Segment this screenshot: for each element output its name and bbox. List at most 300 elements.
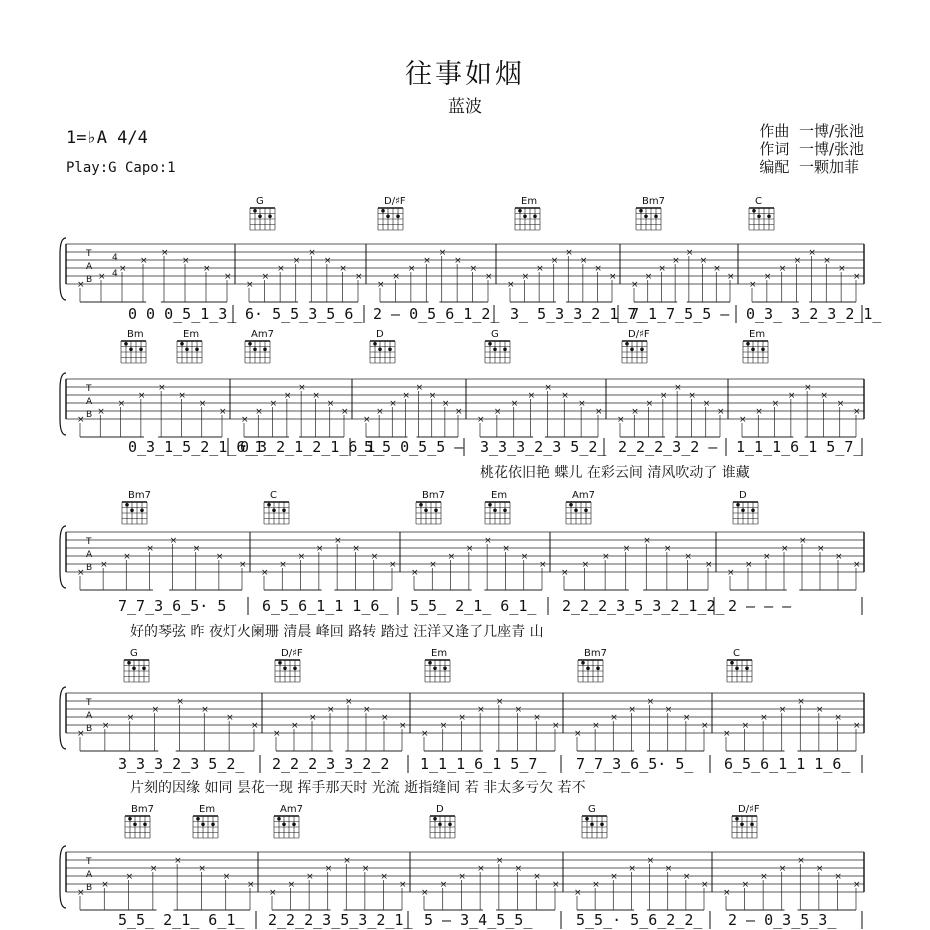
tab-note: × <box>787 391 796 401</box>
chord-finger-dot <box>590 823 594 827</box>
chord-finger-dot <box>654 215 658 219</box>
tab-note: × <box>493 407 502 417</box>
tab-note: × <box>659 391 668 401</box>
tab-note: × <box>853 407 861 417</box>
tab-note: × <box>817 544 825 554</box>
tab-note: × <box>377 280 385 290</box>
tab-note: × <box>778 705 787 715</box>
notation-measure: 1̲1̲1̲6̲1 5̲7̲ <box>420 755 547 773</box>
notation-measure: 5 – 3̲4̲5̲5̲ <box>424 911 533 929</box>
arranger-credit: 编配 一颗加菲 <box>759 158 859 176</box>
chord-finger-dot <box>581 661 585 665</box>
chord-name: Am7 <box>572 490 595 501</box>
tab-note: × <box>723 888 731 898</box>
notation-measure: 5̲5̲0̲5̲5 – <box>364 438 464 456</box>
chord-finger-dot <box>757 215 761 219</box>
chord-finger-dot <box>180 342 184 346</box>
tab-note: × <box>98 272 106 282</box>
chord-name: Bm7 <box>642 196 665 207</box>
chord-finger-dot <box>493 509 497 513</box>
tab-note: × <box>455 407 463 417</box>
tab-note: × <box>458 872 466 882</box>
chord-finger-dot <box>258 215 262 219</box>
notation-measure: 5̲5̲ 2̲1̲ 6̲1̲ <box>410 597 537 615</box>
tab-note: × <box>454 256 462 266</box>
chord-finger-dot <box>277 817 281 821</box>
tab-note: × <box>552 880 560 890</box>
tab-note: × <box>702 399 711 409</box>
tab-note: × <box>239 560 247 570</box>
chord-finger-dot <box>195 348 199 352</box>
tab-note: × <box>447 552 456 562</box>
tab-note: × <box>458 713 466 723</box>
tab-note: × <box>334 536 342 546</box>
tab-note: × <box>77 280 85 290</box>
tab-note: × <box>527 391 536 401</box>
chord-finger-dot <box>282 509 286 513</box>
tab-note: × <box>428 391 437 401</box>
tab-note: × <box>149 864 158 874</box>
tab-note: × <box>578 399 586 409</box>
chord-finger-dot <box>448 823 452 827</box>
tab-note: × <box>682 713 691 723</box>
chord-finger-dot <box>253 348 257 352</box>
tab-note: × <box>339 264 347 274</box>
tab-note: × <box>853 272 861 282</box>
tab-note: × <box>561 391 569 401</box>
chord-finger-dot <box>493 348 497 352</box>
chord-finger-dot <box>283 667 287 671</box>
tab-note: × <box>495 697 504 707</box>
tab-note: × <box>241 415 249 425</box>
notation-measure: 1̲1̲1̲6̲1 5̲7̲ <box>736 438 863 456</box>
tab-note: × <box>279 560 287 570</box>
tab-note: × <box>291 721 299 731</box>
chord-name: D/♯F <box>738 804 760 815</box>
chord-name: C <box>733 648 740 659</box>
tab-note: × <box>326 399 335 409</box>
tab-note: × <box>808 248 816 258</box>
tab-note: × <box>602 552 610 562</box>
chord-finger-dot <box>143 823 147 827</box>
chord-finger-dot <box>248 342 252 346</box>
tab-note: × <box>182 256 190 266</box>
chord-finger-dot <box>196 817 200 821</box>
chord-name: G <box>130 648 138 659</box>
tab-note: × <box>297 552 306 562</box>
tab-note: × <box>507 280 515 290</box>
chord-name: Em <box>749 329 766 340</box>
tab-note: × <box>533 713 541 723</box>
tab-note: × <box>324 864 333 874</box>
chord-name: Em <box>491 490 508 501</box>
tab-note: × <box>755 407 763 417</box>
tab-note: × <box>308 248 316 258</box>
tab-note: × <box>820 391 828 401</box>
chord-finger-dot <box>139 348 143 352</box>
tab-note: × <box>146 544 154 554</box>
tab-note: × <box>565 248 573 258</box>
chord-finger-dot <box>142 667 146 671</box>
lyricist-credit: 作词 一博/张池 <box>759 140 864 158</box>
tab-note: × <box>610 713 618 723</box>
tab-note: × <box>688 391 696 401</box>
chord-finger-dot <box>750 823 754 827</box>
chord-finger-dot <box>128 817 132 821</box>
tab-note: × <box>327 705 335 715</box>
tab-note: × <box>247 880 255 890</box>
chord-finger-dot <box>741 509 745 513</box>
tab-note: × <box>469 264 478 274</box>
tab-note: × <box>407 264 416 274</box>
tab-note: × <box>552 721 560 731</box>
tab-note: × <box>778 264 787 274</box>
tab-note: × <box>574 888 582 898</box>
tab-note: × <box>646 856 655 866</box>
tab-note: × <box>760 872 768 882</box>
chord-finger-dot <box>518 209 522 213</box>
chord-finger-dot <box>639 209 643 213</box>
play-capo-info: Play:G Capo:1 <box>66 160 176 176</box>
tab-note: × <box>631 407 639 417</box>
tab-note: × <box>763 272 772 282</box>
tab-note: × <box>701 880 709 890</box>
lyrics-line: 桃花依旧艳 蝶儿 在彩云间 清风吹动了 谁藏 <box>480 465 750 481</box>
chord-finger-dot <box>267 503 271 507</box>
notation-measure: 0 0 0̲5̲1̲3̲ <box>128 305 237 323</box>
chord-finger-dot <box>600 823 604 827</box>
lyrics-line: 片刻的因缘 如同 昙花一现 挥手那天时 光流 逝指缝间 若 非太多亏欠 若不 <box>130 780 586 796</box>
tab-note: × <box>117 399 126 409</box>
tab-note: × <box>77 888 85 898</box>
chord-name: Am7 <box>280 804 303 815</box>
chord-finger-dot <box>761 348 765 352</box>
tab-clef-letter: B <box>86 883 93 893</box>
chord-finger-dot <box>132 667 136 671</box>
tab-note: × <box>723 729 731 739</box>
chord-finger-dot <box>124 342 128 346</box>
chord-finger-dot <box>745 667 749 671</box>
notation-measure: 6· 5̲5̲3̲5̲6̲ <box>245 305 363 323</box>
tab-note: × <box>645 399 654 409</box>
tab-note: × <box>100 560 108 570</box>
notation-measure: 7̲1̲7̲5̲5 – <box>630 305 730 323</box>
tab-note: × <box>269 399 278 409</box>
notation-measure: 2 – 0̲5̲6̲1̲2̲ <box>373 305 500 323</box>
chord-finger-dot <box>378 348 382 352</box>
tab-note: × <box>402 391 410 401</box>
chord-finger-dot <box>746 342 750 346</box>
chord-finger-dot <box>125 503 129 507</box>
tab-note: × <box>477 415 485 425</box>
notation-measure: 5̲5̲ 2̲1̲ 6̲1̲ <box>118 911 245 929</box>
notation-measure: 2 – 0̲3̲5̲3̲ <box>728 911 837 929</box>
chord-finger-dot <box>735 817 739 821</box>
tab-note: × <box>361 864 370 874</box>
chord-finger-dot <box>443 667 447 671</box>
tab-note: × <box>273 729 281 739</box>
chord-name: D/♯F <box>628 329 650 340</box>
tab-note: × <box>727 568 735 578</box>
tab-note: × <box>370 552 379 562</box>
chord-finger-dot <box>201 823 205 827</box>
chord-finger-dot <box>596 667 600 671</box>
tab-note: × <box>203 264 211 274</box>
notation-measure: 2̲2̲2̲3̲5̲3̲2̲1̲ <box>268 911 413 929</box>
tab-note: × <box>140 256 148 266</box>
chord-finger-dot <box>503 348 507 352</box>
tab-note: × <box>838 264 846 274</box>
tab-note: × <box>439 721 448 731</box>
tab-note: × <box>97 407 105 417</box>
tab-note: × <box>771 399 780 409</box>
tab-note: × <box>741 880 750 890</box>
notation-measure: 2̲2̲2̲3̲3̲2̲2 <box>272 755 390 773</box>
tab-note: × <box>439 880 448 890</box>
tab-note: × <box>178 391 186 401</box>
chord-name: D/♯F <box>384 196 406 207</box>
system-bracket <box>60 373 66 435</box>
chord-finger-dot <box>140 509 144 513</box>
tab-note: × <box>101 721 110 731</box>
tab-note: × <box>415 383 424 393</box>
chord-finger-dot <box>584 509 588 513</box>
chord-finger-dot <box>488 342 492 346</box>
chord-finger-dot <box>293 667 297 671</box>
chord-finger-dot <box>533 215 537 219</box>
tab-note: × <box>595 407 603 417</box>
tab-note: × <box>853 560 861 570</box>
tab-note: × <box>628 705 636 715</box>
tab-note: × <box>399 880 407 890</box>
system-bracket <box>60 526 66 588</box>
tab-note: × <box>77 415 85 425</box>
tab-note: × <box>219 407 227 417</box>
notation-measure: 0̲3̲1̲5̲2̲1̲6̲1̲ <box>128 438 273 456</box>
tab-note: × <box>727 272 735 282</box>
tab-note: × <box>174 856 182 866</box>
tab-note: × <box>411 568 419 578</box>
tab-note: × <box>283 391 292 401</box>
chord-finger-dot <box>253 209 257 213</box>
tab-note: × <box>609 272 617 282</box>
tab-clef-letter: B <box>86 563 93 573</box>
notation-measure: 2̲2̲2̲3̲2 – <box>618 438 718 456</box>
tab-note: × <box>763 552 771 562</box>
chord-finger-dot <box>373 342 377 346</box>
chord-finger-dot <box>640 348 644 352</box>
tab-note: × <box>793 256 802 266</box>
chord-name: Em <box>183 329 200 340</box>
chord-name: D <box>436 804 444 815</box>
tab-note: × <box>261 272 270 282</box>
chord-finger-dot <box>268 215 272 219</box>
chord-finger-dot <box>129 348 133 352</box>
tab-note: × <box>315 544 324 554</box>
tab-note: × <box>192 544 201 554</box>
tab-note: × <box>685 248 694 258</box>
chord-finger-dot <box>644 215 648 219</box>
chord-finger-dot <box>736 503 740 507</box>
system-bracket <box>60 687 66 749</box>
tab-note: × <box>198 864 206 874</box>
tab-note: × <box>312 391 320 401</box>
tab-note: × <box>323 256 332 266</box>
tab-note: × <box>169 536 178 546</box>
tab-note: × <box>717 407 725 417</box>
tab-clef-letter: A <box>86 870 93 880</box>
tab-clef-letter: T <box>86 698 92 708</box>
tab-note: × <box>309 713 317 723</box>
tab-note: × <box>760 713 768 723</box>
tab-note: × <box>226 713 234 723</box>
tab-note: × <box>823 256 831 266</box>
chord-name: Bm7 <box>131 804 154 815</box>
tab-note: × <box>381 713 389 723</box>
notation-measure: 0̲3̲2̲1̲2̲1̲6̲1̲ <box>240 438 385 456</box>
chord-name: Em <box>431 648 448 659</box>
tab-note: × <box>421 729 429 739</box>
chord-name: Bm7 <box>584 648 607 659</box>
chord-finger-dot <box>735 667 739 671</box>
chord-finger-dot <box>386 215 390 219</box>
tab-clef-letter: T <box>86 857 92 867</box>
tab-clef-letter: T <box>86 249 92 259</box>
tab-note: × <box>125 872 134 882</box>
song-title: 往事如烟 <box>405 59 525 90</box>
chord-finger-dot <box>292 823 296 827</box>
chord-name: Bm7 <box>422 490 445 501</box>
tab-note: × <box>749 280 757 290</box>
tab-note: × <box>701 721 709 731</box>
tab-note: × <box>682 872 691 882</box>
tab-note: × <box>664 864 673 874</box>
chord-finger-dot <box>730 661 734 665</box>
chord-finger-dot <box>569 503 573 507</box>
notation-measure: 7̲7̲3̲6̲5· 5 <box>118 597 227 615</box>
tab-note: × <box>705 560 713 570</box>
tab-note: × <box>815 705 824 715</box>
tab-note: × <box>151 705 160 715</box>
chord-name: D <box>376 329 384 340</box>
tab-note: × <box>658 264 666 274</box>
tab-note: × <box>514 705 523 715</box>
tab-note: × <box>363 415 371 425</box>
notation-measure: 6̲5̲6̲1̲1 1̲6̲ <box>262 597 389 615</box>
chord-finger-dot <box>625 342 629 346</box>
time-signature-bottom: 4 <box>112 269 118 279</box>
chord-name: Am7 <box>251 329 274 340</box>
notation-measure: 2̲2̲2̲3̲5̲3̲2̲1̲2̲ <box>562 597 725 615</box>
tab-note: × <box>799 536 807 546</box>
tab-note: × <box>198 399 207 409</box>
key-label: 1=♭A 4/4 <box>66 128 148 148</box>
chord-finger-dot <box>630 348 634 352</box>
chord-name: Bm <box>127 329 144 340</box>
time-signature-top: 4 <box>112 253 118 263</box>
tab-note: × <box>306 872 314 882</box>
tab-note: × <box>222 872 231 882</box>
artist-name: 蓝波 <box>448 97 482 117</box>
tab-note: × <box>834 713 842 723</box>
tab-note: × <box>836 399 845 409</box>
chord-name: Bm7 <box>128 490 151 501</box>
notation-measure: 5̲5̲· 5̲6̲2̲2̲ <box>576 911 703 929</box>
lyrics-line: 好的琴弦 昨 夜灯火阑珊 清晨 峰回 路转 踏过 汪洋又逢了几座青 山 <box>130 624 544 640</box>
tab-note: × <box>352 544 360 554</box>
chord-name: D/♯F <box>281 648 303 659</box>
chord-finger-dot <box>586 667 590 671</box>
tab-note: × <box>834 872 842 882</box>
chord-finger-dot <box>503 509 507 513</box>
tab-note: × <box>495 856 504 866</box>
chord-finger-dot <box>130 509 134 513</box>
tab-note: × <box>622 544 631 554</box>
tab-note: × <box>835 552 843 562</box>
tab-note: × <box>594 264 602 274</box>
tab-note: × <box>514 864 523 874</box>
chord-finger-dot <box>211 823 215 827</box>
tab-note: × <box>215 552 224 562</box>
tab-note: × <box>465 544 474 554</box>
tab-note: × <box>101 880 109 890</box>
tab-note: × <box>745 560 753 570</box>
tab-note: × <box>644 272 653 282</box>
tab-note: × <box>158 383 166 393</box>
tab-note: × <box>853 721 861 731</box>
chord-finger-dot <box>751 509 755 513</box>
chord-finger-dot <box>272 509 276 513</box>
tab-note: × <box>176 697 184 707</box>
tab-note: × <box>631 280 639 290</box>
tab-note: × <box>261 568 269 578</box>
tab-note: × <box>579 256 588 266</box>
tab-clef-letter: T <box>86 384 92 394</box>
tab-note: × <box>533 872 541 882</box>
chord-finger-dot <box>419 503 423 507</box>
tab-note: × <box>815 864 824 874</box>
chord-finger-dot <box>767 215 771 219</box>
chord-name: C <box>270 490 277 501</box>
tab-note: × <box>161 248 169 258</box>
tab-note: × <box>423 256 431 266</box>
tab-note: × <box>550 256 559 266</box>
chord-finger-dot <box>752 209 756 213</box>
chord-finger-dot <box>523 215 527 219</box>
tab-note: × <box>617 415 625 425</box>
tab-note: × <box>520 552 529 562</box>
tab-note: × <box>255 407 263 417</box>
tab-note: × <box>592 880 600 890</box>
tab-note: × <box>674 383 682 393</box>
notation-measure: 3̲3̲3̲2̲3 5̲2̲ <box>480 438 607 456</box>
chord-finger-dot <box>740 823 744 827</box>
tab-note: × <box>610 872 618 882</box>
tab-note: × <box>646 697 655 707</box>
tab-note: × <box>521 272 530 282</box>
tab-note: × <box>574 729 582 739</box>
tab-note: × <box>269 888 277 898</box>
tab-note: × <box>399 721 407 731</box>
chord-finger-dot <box>388 348 392 352</box>
system-bracket <box>60 238 66 300</box>
tab-note: × <box>853 880 861 890</box>
chord-finger-dot <box>127 661 131 665</box>
tab-note: × <box>699 256 708 266</box>
chord-name: Em <box>521 196 538 207</box>
chord-finger-dot <box>574 509 578 513</box>
tab-note: × <box>421 888 429 898</box>
